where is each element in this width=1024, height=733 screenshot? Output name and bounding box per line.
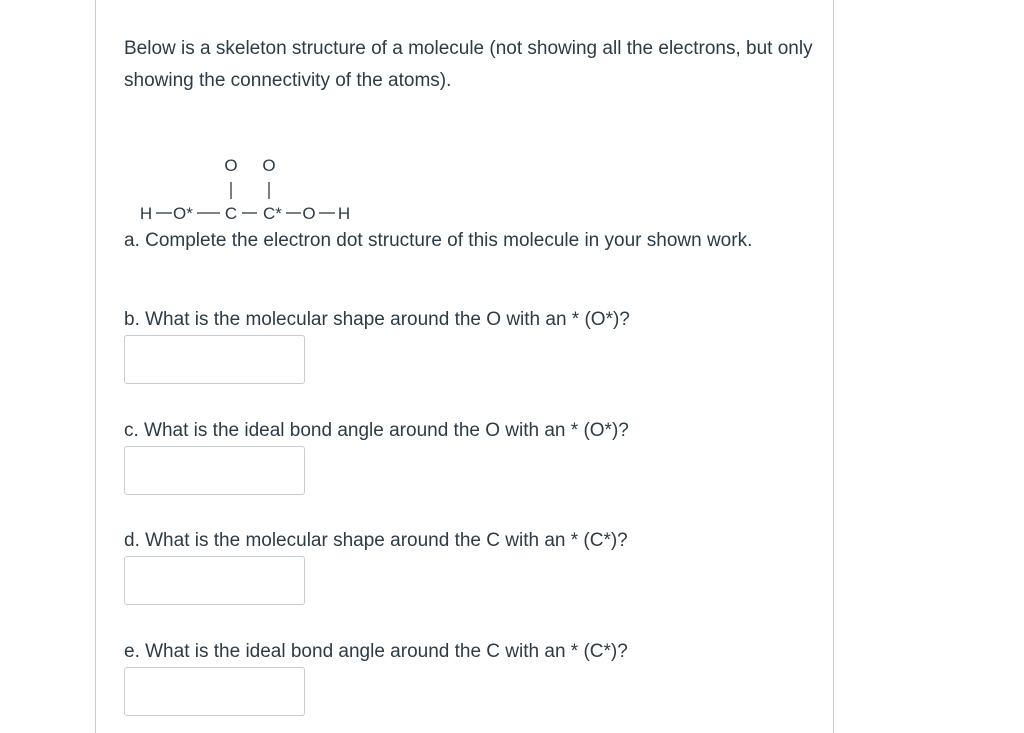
atom-h-left: H xyxy=(139,204,153,223)
answer-input-e[interactable] xyxy=(124,667,305,716)
intro-text: Below is a skeleton structure of a molecule (not showing all the electrons, but only showing the connectivity of the atoms). xyxy=(124,38,813,91)
question-e: e. What is the ideal bond angle around the C with an * (C*)? xyxy=(124,641,628,662)
atom-c: C xyxy=(224,204,238,223)
question-content xyxy=(124,33,814,662)
atom-top-o1: O xyxy=(224,156,238,175)
atom-o-star: O* xyxy=(173,204,193,223)
answer-input-c[interactable] xyxy=(124,446,305,495)
atom-c-star: C* xyxy=(263,204,282,223)
atom-o-right: O xyxy=(302,204,316,223)
question-c: c. What is the ideal bond angle around the O with an * (O*)? xyxy=(124,420,629,441)
question-b: b. What is the molecular shape around the O with an * (O*)? xyxy=(124,309,630,330)
question-page xyxy=(95,0,834,733)
question-d: d. What is the molecular shape around the C with an * (C*)? xyxy=(124,530,628,551)
atom-h-right: H xyxy=(337,204,351,223)
skeleton-structure-diagram xyxy=(139,151,379,229)
answer-input-b[interactable] xyxy=(124,335,305,384)
question-a: a. Complete the electron dot structure of this molecule in your shown work. xyxy=(124,230,753,251)
answer-input-d[interactable] xyxy=(124,556,305,605)
atom-top-o2: O xyxy=(262,156,276,175)
